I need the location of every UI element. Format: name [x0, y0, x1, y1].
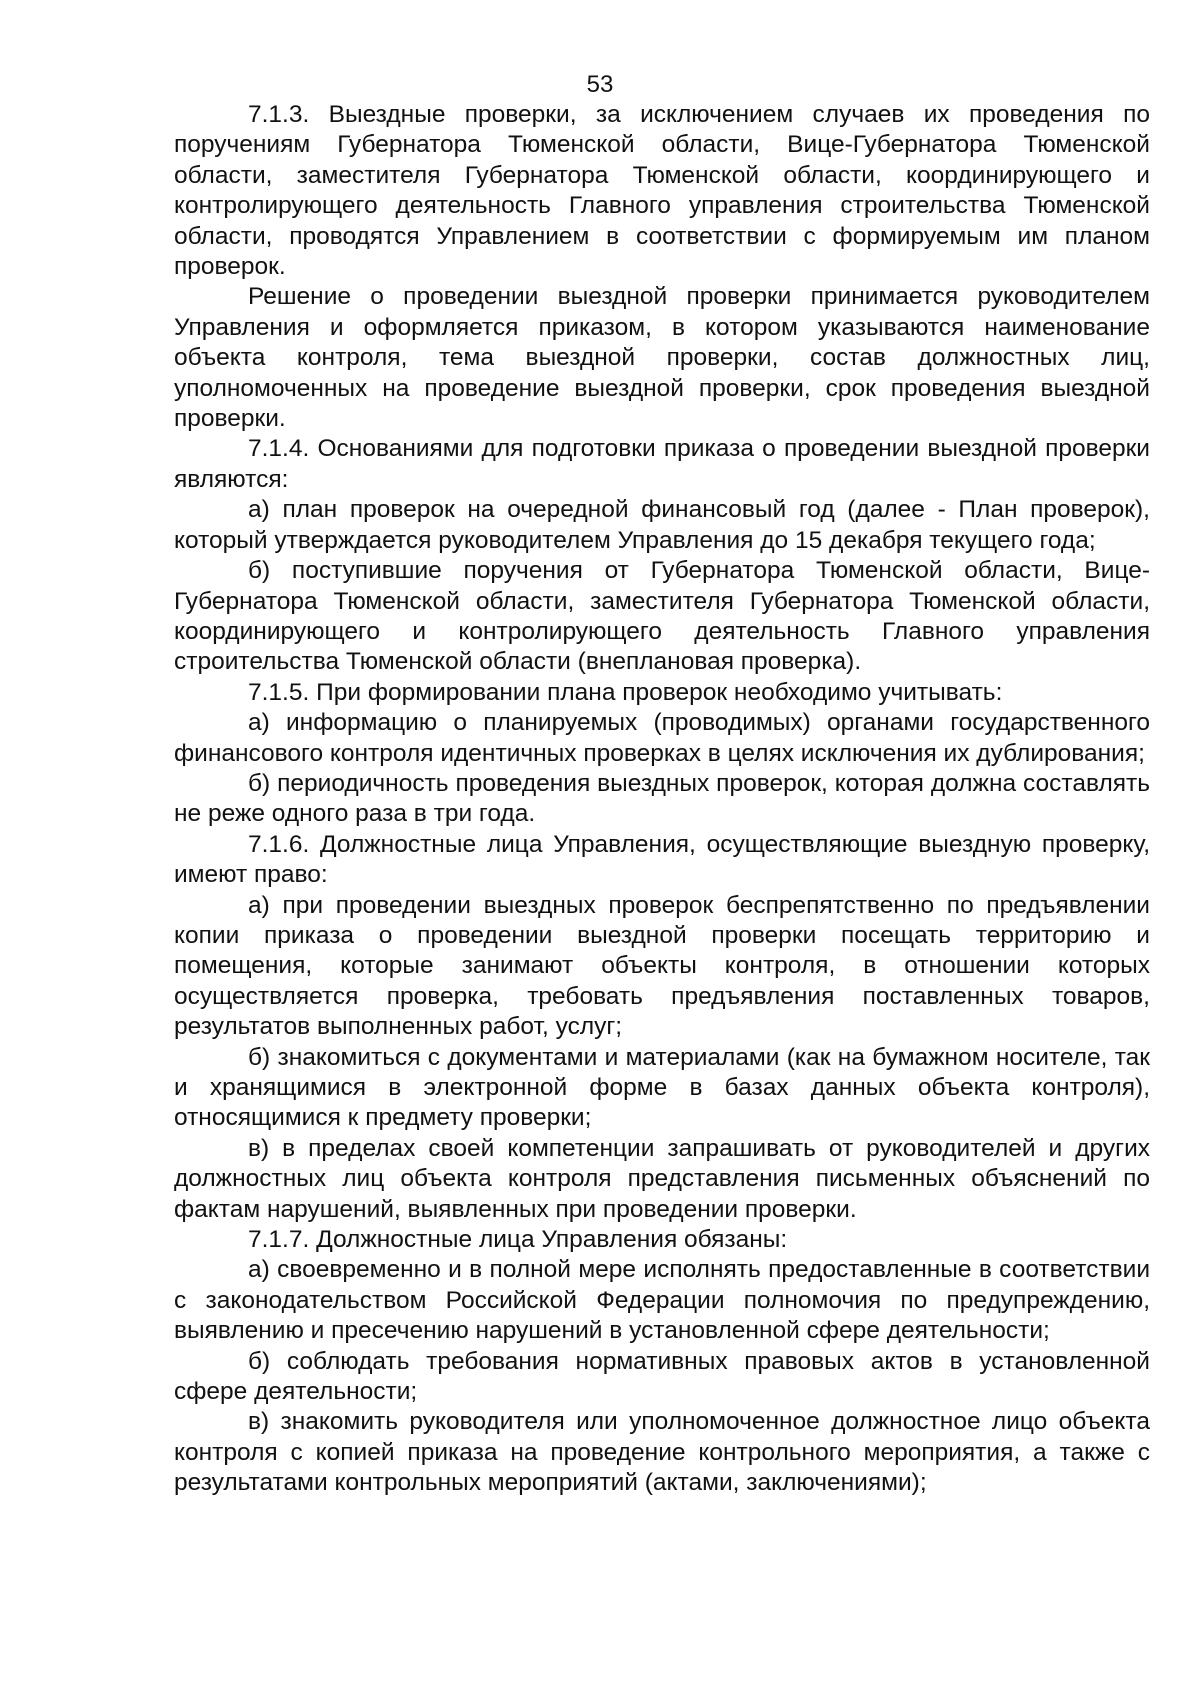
paragraph-7-1-5: 7.1.5. При формировании плана проверок необходимо учитывать: [248, 678, 1003, 706]
paragraph-decision: Решение о проведении выездной проверки принимается руководителем Управления и оформляется приказом, в котором указываются наименование объекта контроля, тема выездной проверки, состав должностных лиц, уполномоченных на проведение выездной проверки, срок проведения выездной проверки. [174, 283, 1150, 433]
paragraph-7-1-6-v: в) в пределах своей компетенции запрашивать от руководителей и других должностных лиц объекта контроля представления письменных объяснений по фактам нарушений, выявленных при проведении проверки. [174, 1134, 1150, 1223]
paragraph-7-1-4-a: а) план проверок на очередной финансовый год (далее - План проверок), который утверждается руководителем Управления до 15 декабря текущего года; [174, 496, 1150, 554]
paragraph-7-1-3: 7.1.3. Выездные проверки, за исключением случаев их проведения по поручениям Губернатора Тюменской области, Вице-Губернатора Тюменской области, заместителя Губернатора Тюменской области, координирующего и контролирующего деятельность Главного управления строительства Тюменской области, проводятся Управлением в соответствии с формируемым им планом проверок. [174, 101, 1150, 281]
paragraph-7-1-7: 7.1.7. Должностные лица Управления обязаны: [248, 1226, 788, 1254]
paragraph-7-1-5-a: а) информацию о планируемых (проводимых) органами государственного финансового контроля идентичных проверках в целях исключения их дублирования; [174, 709, 1150, 767]
document-body [174, 100, 1150, 1499]
paragraph-7-1-7-v: в) знакомить руководителя или уполномоченное должностное лицо объекта контроля с копией приказа на проведение контрольного мероприятия, а также с результатами контрольных мероприятий (актами, заключениями); [174, 1408, 1150, 1497]
paragraph-7-1-4: 7.1.4. Основаниями для подготовки приказа о проведении выездной проверки являются: [174, 435, 1150, 493]
paragraph-7-1-4-b: б) поступившие поручения от Губернатора Тюменской области, Вице-Губернатора Тюменской области, заместителя Губернатора Тюменской области, координирующего и контролирующего деятельность Главного управления строительства Тюменской области (внеплановая проверка). [174, 557, 1150, 676]
paragraph-7-1-5-b: б) периодичность проведения выездных проверок, которая должна составлять не реже одного раза в три года. [174, 769, 1150, 828]
paragraph-7-1-6-b: б) знакомиться с документами и материалами (как на бумажном носителе, так и хранящимися в электронной форме в базах данных объекта контроля), относящимися к предмету проверки; [174, 1043, 1150, 1132]
page-number: 53 [586, 71, 614, 98]
paragraph-7-1-6-a: а) при проведении выездных проверок беспрепятственно по предъявлении копии приказа о проведении выездной проверки посещать территорию и помещения, которые занимают объекты контроля, в отношении которых осуществляется проверка, требовать предъявления поставленных товаров, результатов выполненных работ, услуг; [174, 891, 1150, 1041]
paragraph-7-1-7-b: б) соблюдать требования нормативных правовых актов в установленной сфере деятельности; [174, 1347, 1150, 1406]
paragraph-7-1-6: 7.1.6. Должностные лица Управления, осуществляющие выездную проверку, имеют право: [174, 830, 1150, 889]
paragraph-7-1-7-a: а) своевременно и в полной мере исполнять предоставленные в соответствии с законодательством Российской Федерации полномочия по предупреждению, выявлению и пресечению нарушений в установленной сфере деятельности; [174, 1256, 1150, 1345]
